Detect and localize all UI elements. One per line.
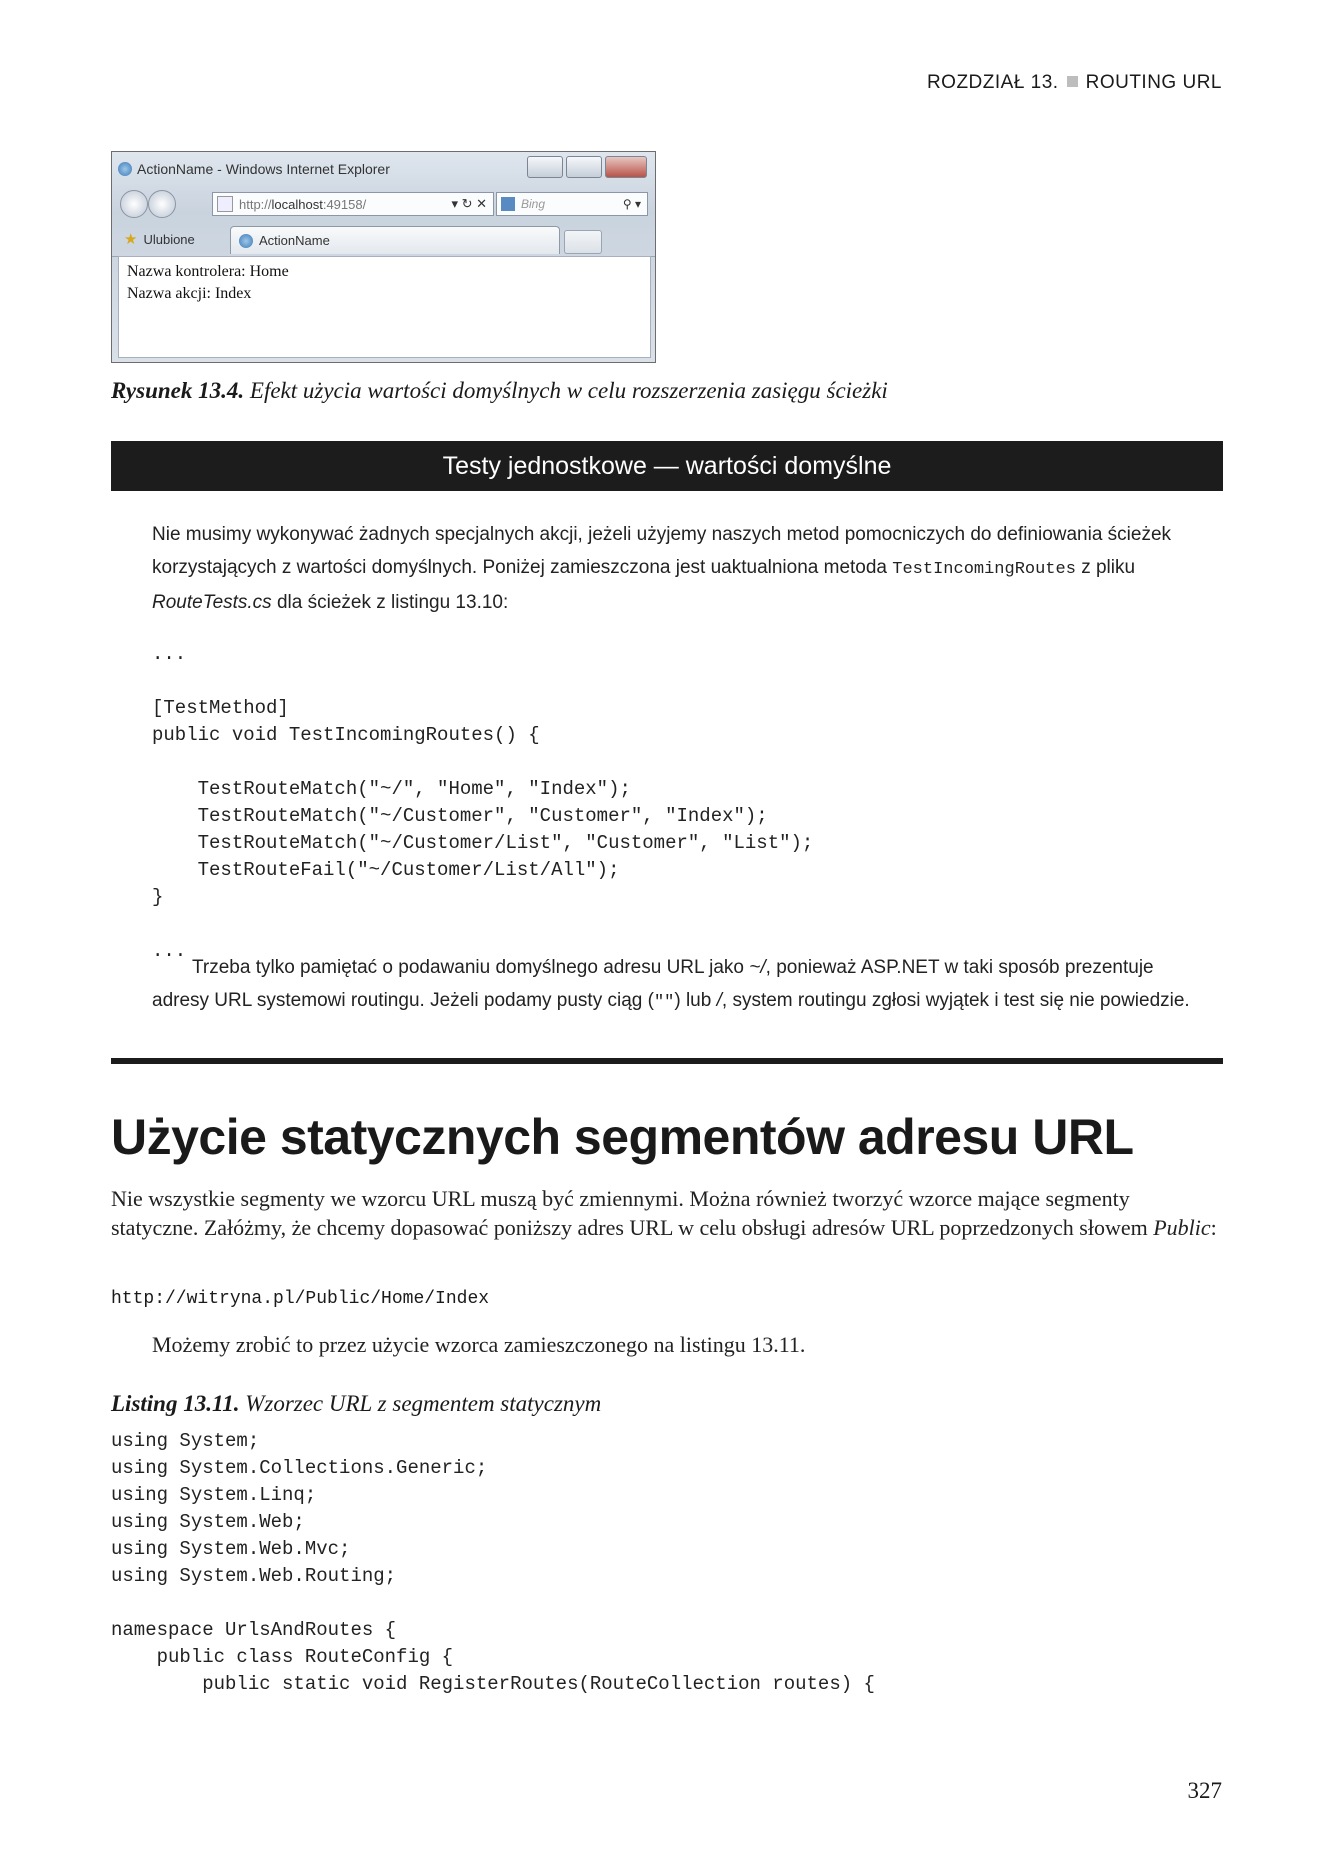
new-tab-button [564,230,602,254]
url-example: http://witryna.pl/Public/Home/Index [111,1289,490,1309]
unit-test-paragraph-2 [152,951,1212,1019]
address-port: :49158/ [322,196,367,212]
square-bullet-icon [1067,76,1078,87]
refresh-icon: ▾ ↻ ✕ [451,196,487,211]
listing-caption-text: Wzorzec URL z segmentem statycznym [245,1391,602,1416]
para1-text-a: Nie musimy wykonywać żadnych specjalnych akcji, jeżeli użyjemy naszych metod pomocniczych do definiowania ścieżek korzystających z wartości domyślnych. Poniżej zamieszczona jest uaktualniona metoda [152,524,1172,578]
unit-test-code: ... [TestMethod] public void TestIncomingRoutes() { TestRouteMatch("~/", "Home", "Index"); TestRouteMatch("~/Customer", "Customer", "Index"); TestRouteMatch("~/Customer/List", "Customer", "List"); TestRouteFail("~/Customer/List/All"); } ... [152,643,814,962]
favorites-bar [112,222,655,257]
running-header [927,72,1222,94]
content-line-action: Nazwa akcji: Index [127,285,252,302]
para2-slash: / [716,990,722,1011]
tab-label: ActionName [259,233,330,248]
favorites-button [124,230,195,248]
para2-text-b: , ponieważ ASP.NET w taki sposób prezentuje adresy URL systemowi routingu. Jeżeli podamy pusty ciąg ( [152,957,1154,1011]
window-controls [527,156,647,178]
chapter-title: ROUTING URL [1085,72,1222,93]
intro-text-b: : [1210,1215,1217,1240]
content-line-controller: Nazwa kontrolera: Home [127,263,289,280]
listing-caption [111,1391,601,1417]
bing-icon [501,197,515,211]
para1-text-c: dla ścieżek z listingu 13.10: [271,592,509,613]
ie-icon [118,162,132,176]
para2-tilde-url: ~/ [749,957,766,978]
browser-tab [230,226,560,254]
browser-viewport [118,256,651,358]
para2-empty-string: "" [653,993,675,1012]
para2-text-a: Trzeba tylko pamiętać o podawaniu domyślnego adresu URL jako [192,957,750,978]
listing-reference-paragraph: Możemy zrobić to przez użycie wzorca zamieszczonego na listingu 13.11. [152,1332,806,1357]
address-prefix: http:// [239,196,272,212]
address-host: localhost [271,196,323,212]
forward-icon [148,190,176,218]
para1-file-name: RouteTests.cs [152,592,272,613]
intro-public-word: Public [1153,1215,1211,1240]
para2-text-d: , system routingu zgłosi wyjątek i test się nie powiedzie. [721,990,1190,1011]
page-icon [217,196,233,212]
window-title: ActionName - Windows Internet Explorer [137,161,390,177]
address-bar [212,192,494,216]
favorites-label: Ulubione [143,231,195,247]
listing-code: using System; using System.Collections.Generic; using System.Linq; using System.Web; using System.Web.Mvc; using System.Web.Routing; namespace UrlsAndRoutes { public class RouteConfig { public static void RegisterRoutes(RouteCollection routes) { [111,1430,875,1695]
search-placeholder: Bing [521,197,546,211]
figure-label: Rysunek 13.4. [111,378,245,403]
browser-titlebar [118,158,518,180]
browser-screenshot [111,151,656,363]
unit-test-box-bottom-rule [111,1058,1223,1064]
section-heading: Użycie statycznych segmentów adresu URL [111,1109,1134,1165]
chapter-label: ROZDZIAŁ 13. [926,72,1059,93]
search-icon: ⚲ ▾ [622,197,641,211]
section-intro [111,1184,1221,1242]
unit-test-paragraph-1 [152,518,1202,619]
close-icon [605,156,647,178]
maximize-icon [566,156,602,178]
tab-ie-icon [239,234,253,248]
para1-text-b: z pliku [1075,557,1136,578]
intro-text-a: Nie wszystkie segmenty we wzorcu URL muszą być zmiennymi. Można również tworzyć wzorce mające segmenty statyczne. Załóżmy, że chcemy dopasować poniższy adres URL w celu obsługi adresów URL poprzedzonych słowem [111,1186,1154,1240]
figure-caption [111,378,888,404]
unit-test-box-title: Testy jednostkowe — wartości domyślne [111,441,1223,491]
minimize-icon [527,156,563,178]
back-icon [120,190,148,218]
figure-caption-text: Efekt użycia wartości domyślnych w celu rozszerzenia zasięgu ścieżki [249,378,888,403]
search-box [496,192,648,216]
star-icon: ★ [124,231,138,248]
listing-label: Listing 13.11. [111,1391,240,1416]
para2-text-c: ) lub [674,990,717,1011]
para1-method-name: TestIncomingRoutes [892,560,1076,579]
page-number: 327 [1187,1778,1222,1803]
